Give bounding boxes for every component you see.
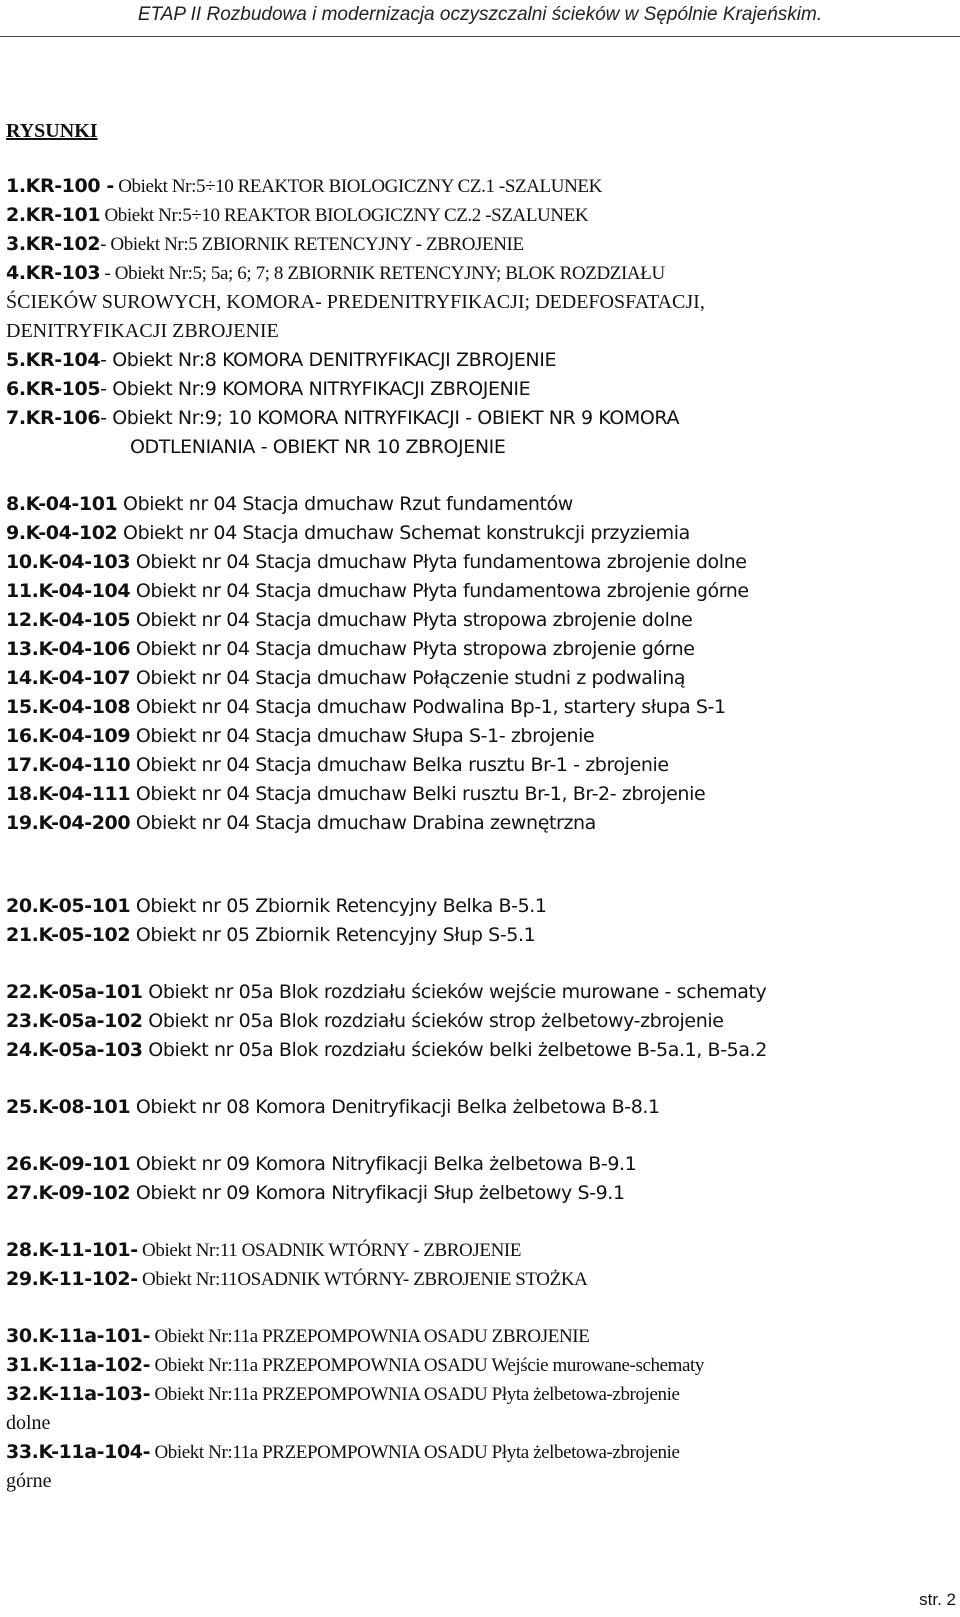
list-item (6, 1179, 954, 1207)
drawing-code: 23.K-05a-102 (6, 1010, 143, 1032)
list-item (6, 490, 954, 518)
drawing-title: Obiekt nr 04 Stacja dmuchaw Rzut fundamentów (117, 493, 573, 515)
drawing-title: Obiekt Nr:5÷10 REAKTOR BIOLOGICZNY CZ.1 -SZALUNEK (113, 176, 602, 197)
drawing-title: Obiekt Nr:11OSADNIK WTÓRNY- ZBROJENIE STOŻKA (137, 1269, 588, 1290)
list-item (6, 1036, 954, 1064)
list-item (6, 259, 954, 288)
drawing-title: Obiekt nr 04 Stacja dmuchaw Płyta stropowa zbrojenie dolne (130, 609, 693, 631)
list-item (6, 375, 954, 403)
drawing-code: 30.K-11a-101- (6, 1325, 151, 1347)
drawing-title: Obiekt nr 04 Stacja dmuchaw Drabina zewnętrzna (130, 812, 596, 834)
list-item (6, 577, 954, 605)
drawing-title: Obiekt nr 04 Stacja dmuchaw Belki rusztu Br-1, Br-2- zbrojenie (130, 783, 706, 805)
list-item (6, 172, 954, 201)
list-item-continuation (6, 433, 954, 461)
drawing-code: 26.K-09-101 (6, 1153, 131, 1175)
list-item (6, 780, 954, 808)
drawing-title: - Obiekt Nr:8 KOMORA DENITRYFIKACJI ZBROJENIE (100, 349, 557, 371)
drawing-title: Obiekt Nr:11a PRZEPOMPOWNIA OSADU ZBROJENIE (150, 1326, 590, 1347)
drawing-title: Obiekt nr 05a Blok rozdziału ścieków strop żelbetowy-zbrojenie (142, 1010, 724, 1032)
list-item-continuation (6, 288, 954, 316)
drawing-title: Obiekt nr 09 Komora Nitryfikacji Słup żelbetowy S-9.1 (130, 1182, 625, 1204)
drawing-title: Obiekt nr 04 Stacja dmuchaw Połączenie studni z podwaliną (130, 667, 686, 689)
drawing-code: 17.K-04-110 (6, 754, 131, 776)
drawing-title: Obiekt nr 05a Blok rozdziału ścieków belki żelbetowe B-5a.1, B-5a.2 (142, 1039, 767, 1061)
drawing-code: 33.K-11a-104- (6, 1441, 151, 1463)
drawing-title: Obiekt nr 08 Komora Denitryfikacji Belka żelbetowa B-8.1 (130, 1096, 660, 1118)
drawing-title: Obiekt nr 04 Stacja dmuchaw Płyta stropowa zbrojenie górne (130, 638, 695, 660)
drawing-code: 25.K-08-101 (6, 1096, 131, 1118)
list-item-continuation (6, 1409, 954, 1437)
drawing-code: 6.KR-105 (6, 378, 101, 400)
drawing-title: Obiekt nr 04 Stacja dmuchaw Belka rusztu Br-1 - zbrojenie (130, 754, 669, 776)
drawing-code: 19.K-04-200 (6, 812, 131, 834)
drawing-code: 12.K-04-105 (6, 609, 131, 631)
page-header: ETAP II Rozbudowa i modernizacja oczyszczalni ścieków w Sępólnie Krajeńskim. (137, 4, 823, 25)
list-item (6, 1150, 954, 1178)
drawing-code: 16.K-04-109 (6, 725, 131, 747)
drawing-code: 4.KR-103 (6, 262, 101, 284)
drawing-title: górne (6, 1470, 52, 1492)
list-item (6, 635, 954, 663)
drawing-title: Obiekt Nr:11a PRZEPOMPOWNIA OSADU Wejście murowane-schematy (150, 1355, 705, 1376)
drawing-code: 8.K-04-101 (6, 493, 118, 515)
drawing-code: 1.KR-100 - (6, 175, 114, 197)
drawing-code: 2.KR-101 (6, 204, 101, 226)
list-item (6, 606, 954, 634)
drawing-code: 21.K-05-102 (6, 924, 131, 946)
drawing-title: ODTLENIANIA - OBIEKT NR 10 ZBROJENIE (130, 436, 506, 458)
drawing-title: - Obiekt Nr:9; 10 KOMORA NITRYFIKACJI - OBIEKT NR 9 KOMORA (100, 407, 680, 429)
section-title: RYSUNKI (6, 120, 98, 142)
drawing-title: Obiekt nr 04 Stacja dmuchaw Płyta fundamentowa zbrojenie górne (130, 580, 749, 602)
drawing-title: - Obiekt Nr:5 ZBIORNIK RETENCYJNY - ZBROJENIE (100, 234, 524, 255)
header-divider (0, 36, 960, 37)
drawing-title: Obiekt nr 04 Stacja dmuchaw Podwalina Bp-1, startery słupa S-1 (130, 696, 726, 718)
list-item (6, 978, 954, 1006)
drawing-title: Obiekt nr 04 Stacja dmuchaw Schemat konstrukcji przyziemia (117, 522, 690, 544)
list-item (6, 751, 954, 779)
drawing-title: Obiekt nr 04 Stacja dmuchaw Słupa S-1- zbrojenie (130, 725, 595, 747)
drawing-code: 3.KR-102 (6, 233, 101, 255)
page-number: str. 2 (919, 1590, 956, 1609)
list-item (6, 230, 954, 259)
list-item (6, 1380, 954, 1409)
drawing-title: Obiekt nr 05 Zbiornik Retencyjny Słup S-5.1 (130, 924, 536, 946)
drawing-code: 15.K-04-108 (6, 696, 131, 718)
drawing-code: 9.K-04-102 (6, 522, 118, 544)
list-item (6, 693, 954, 721)
list-item (6, 201, 954, 230)
drawing-title: Obiekt nr 05 Zbiornik Retencyjny Belka B-5.1 (130, 895, 547, 917)
drawing-code: 5.KR-104 (6, 349, 101, 371)
drawing-code: 11.K-04-104 (6, 580, 131, 602)
drawing-code: 24.K-05a-103 (6, 1039, 143, 1061)
list-item (6, 1007, 954, 1035)
list-item (6, 346, 954, 374)
list-item (6, 1093, 954, 1121)
drawing-code: 28.K-11-101- (6, 1239, 138, 1261)
drawing-code: 29.K-11-102- (6, 1268, 138, 1290)
drawing-code: 13.K-04-106 (6, 638, 131, 660)
list-item (6, 722, 954, 750)
list-item (6, 1265, 954, 1294)
drawing-code: 14.K-04-107 (6, 667, 131, 689)
list-item (6, 404, 954, 432)
drawing-title: Obiekt Nr:11 OSADNIK WTÓRNY - ZBROJENIE (137, 1240, 522, 1261)
drawing-code: 32.K-11a-103- (6, 1383, 151, 1405)
list-item (6, 1322, 954, 1351)
drawing-code: 18.K-04-111 (6, 783, 131, 805)
drawing-title: ŚCIEKÓW SUROWYCH, KOMORA- PREDENITRYFIKACJI; DEDEFOSFATACJI, (6, 291, 705, 313)
drawing-code: 31.K-11a-102- (6, 1354, 151, 1376)
list-item (6, 548, 954, 576)
drawing-title: Obiekt Nr:11a PRZEPOMPOWNIA OSADU Płyta żelbetowa-zbrojenie (150, 1384, 680, 1405)
drawing-title: - Obiekt Nr:5; 5a; 6; 7; 8 ZBIORNIK RETENCYJNY; BLOK ROZDZIAŁU (100, 263, 665, 284)
drawing-title: Obiekt Nr:5÷10 REAKTOR BIOLOGICZNY CZ.2 -SZALUNEK (100, 205, 589, 226)
drawing-title: Obiekt nr 04 Stacja dmuchaw Płyta fundamentowa zbrojenie dolne (130, 551, 747, 573)
drawing-title: dolne (6, 1412, 51, 1434)
list-item (6, 519, 954, 547)
drawing-code: 27.K-09-102 (6, 1182, 131, 1204)
list-item-continuation (6, 317, 954, 345)
list-item (6, 809, 954, 837)
list-item (6, 921, 954, 949)
drawing-code: 20.K-05-101 (6, 895, 131, 917)
drawing-code: 10.K-04-103 (6, 551, 131, 573)
list-item-continuation (6, 1467, 954, 1495)
list-item (6, 892, 954, 920)
drawing-title: - Obiekt Nr:9 KOMORA NITRYFIKACJI ZBROJENIE (100, 378, 531, 400)
drawing-code: 22.K-05a-101 (6, 981, 143, 1003)
list-item (6, 664, 954, 692)
drawing-title: Obiekt Nr:11a PRZEPOMPOWNIA OSADU Płyta żelbetowa-zbrojenie (150, 1442, 680, 1463)
drawing-title: DENITRYFIKACJI ZBROJENIE (6, 320, 279, 342)
drawing-code: 7.KR-106 (6, 407, 101, 429)
drawing-title: Obiekt nr 05a Blok rozdziału ścieków wejście murowane - schematy (142, 981, 767, 1003)
list-item (6, 1438, 954, 1467)
list-item (6, 1351, 954, 1380)
drawing-title: Obiekt nr 09 Komora Nitryfikacji Belka żelbetowa B-9.1 (130, 1153, 637, 1175)
list-item (6, 1236, 954, 1265)
